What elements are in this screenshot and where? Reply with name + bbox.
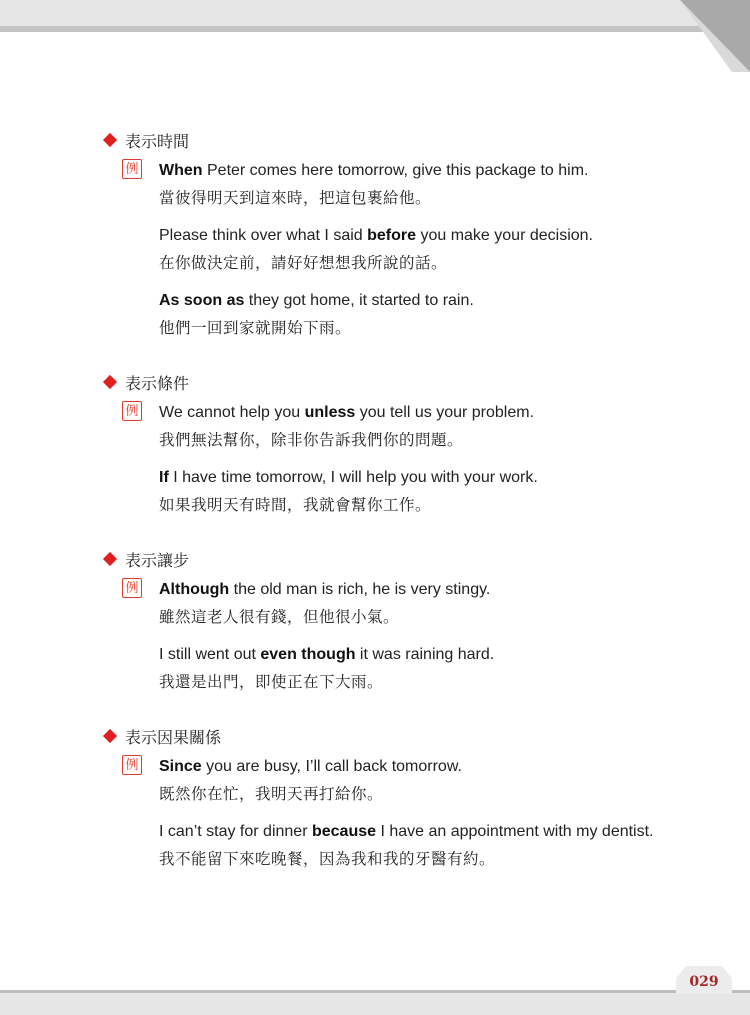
section-heading-text: 表示條件 [125, 375, 190, 393]
section-heading-text: 表示讓步 [125, 552, 190, 570]
header-rule [0, 26, 720, 32]
diamond-bullet-icon [103, 375, 117, 389]
example-block [122, 576, 680, 697]
keyword: If [159, 469, 169, 486]
section-concession [100, 547, 680, 697]
page-number: 029 [689, 974, 719, 990]
page-corner-fold [680, 0, 750, 72]
sentence-fragment: I have an appointment with my dentist. [376, 823, 654, 840]
keyword: unless [304, 404, 356, 421]
example [159, 818, 680, 874]
keyword: When [159, 162, 203, 179]
keyword: Since [159, 758, 202, 775]
keyword: even though [260, 646, 356, 663]
sentence-fragment: you are busy, I’ll call back tomorrow. [201, 758, 462, 775]
sentence-fragment: Peter comes here tomorrow, give this package to him. [202, 162, 589, 179]
diamond-bullet-icon [103, 133, 117, 147]
sentence-fragment: Please think over what I said [159, 227, 368, 244]
example [159, 222, 680, 278]
english-sentence [159, 157, 680, 185]
example-badge-icon: 例 [122, 755, 142, 775]
section-cause-effect [100, 724, 680, 874]
diamond-bullet-icon [103, 729, 117, 743]
footer-band [0, 993, 750, 1015]
example [159, 464, 680, 520]
chinese-translation: 如果我明天有時間，我就會幫你工作。 [159, 497, 432, 514]
sentence-fragment: they got home, it started to rain. [244, 292, 474, 309]
chinese-translation: 當彼得明天到這來時，把這包裹給他。 [159, 190, 432, 207]
example-badge-icon: 例 [122, 578, 142, 598]
sentence-fragment: the old man is rich, he is very stingy. [229, 581, 491, 598]
example [159, 576, 680, 632]
keyword: Although [159, 581, 230, 598]
example [159, 641, 680, 697]
keyword: As soon as [159, 292, 245, 309]
chinese-translation: 在你做決定前，請好好想想我所說的話。 [159, 255, 448, 272]
english-sentence [159, 399, 680, 427]
english-sentence [159, 818, 680, 846]
english-sentence [159, 641, 680, 669]
example [159, 287, 680, 343]
sentence-fragment: We cannot help you [159, 404, 305, 421]
keyword: before [367, 227, 417, 244]
section-time [100, 128, 680, 343]
example [159, 753, 680, 809]
example [159, 399, 680, 455]
section-heading [100, 370, 680, 394]
chinese-translation: 雖然這老人很有錢，但他很小氣。 [159, 609, 400, 626]
sentence-fragment: you tell us your problem. [355, 404, 535, 421]
sentence-fragment: it was raining hard. [355, 646, 495, 663]
sentence-fragment: I have time tomorrow, I will help you with your work. [168, 469, 538, 486]
chinese-translation: 我還是出門，即使正在下大雨。 [159, 674, 384, 691]
keyword: because [311, 823, 377, 840]
section-heading [100, 128, 680, 152]
chinese-translation: 他們一回到家就開始下雨。 [159, 320, 352, 337]
english-sentence [159, 222, 680, 250]
english-sentence [159, 753, 680, 781]
sentence-fragment: I still went out [159, 646, 261, 663]
chinese-translation: 我們無法幫你，除非你告訴我們你的問題。 [159, 432, 464, 449]
sentence-fragment: you make your decision. [416, 227, 593, 244]
example-badge-icon: 例 [122, 159, 142, 179]
section-condition [100, 370, 680, 520]
english-sentence [159, 464, 680, 492]
chinese-translation: 我不能留下來吃晚餐，因為我和我的牙醫有約。 [159, 851, 496, 868]
english-sentence [159, 576, 680, 604]
section-heading-text: 表示因果關係 [125, 729, 222, 747]
section-heading [100, 724, 680, 748]
example [159, 157, 680, 213]
sentence-fragment: I can’t stay for dinner [159, 823, 312, 840]
example-block [122, 753, 680, 874]
english-sentence [159, 287, 680, 315]
diamond-bullet-icon [103, 552, 117, 566]
example-block [122, 157, 680, 343]
example-badge-icon: 例 [122, 401, 142, 421]
section-heading-text: 表示時間 [125, 133, 190, 151]
section-heading [100, 547, 680, 571]
chinese-translation: 既然你在忙，我明天再打給你。 [159, 786, 384, 803]
example-block [122, 399, 680, 520]
